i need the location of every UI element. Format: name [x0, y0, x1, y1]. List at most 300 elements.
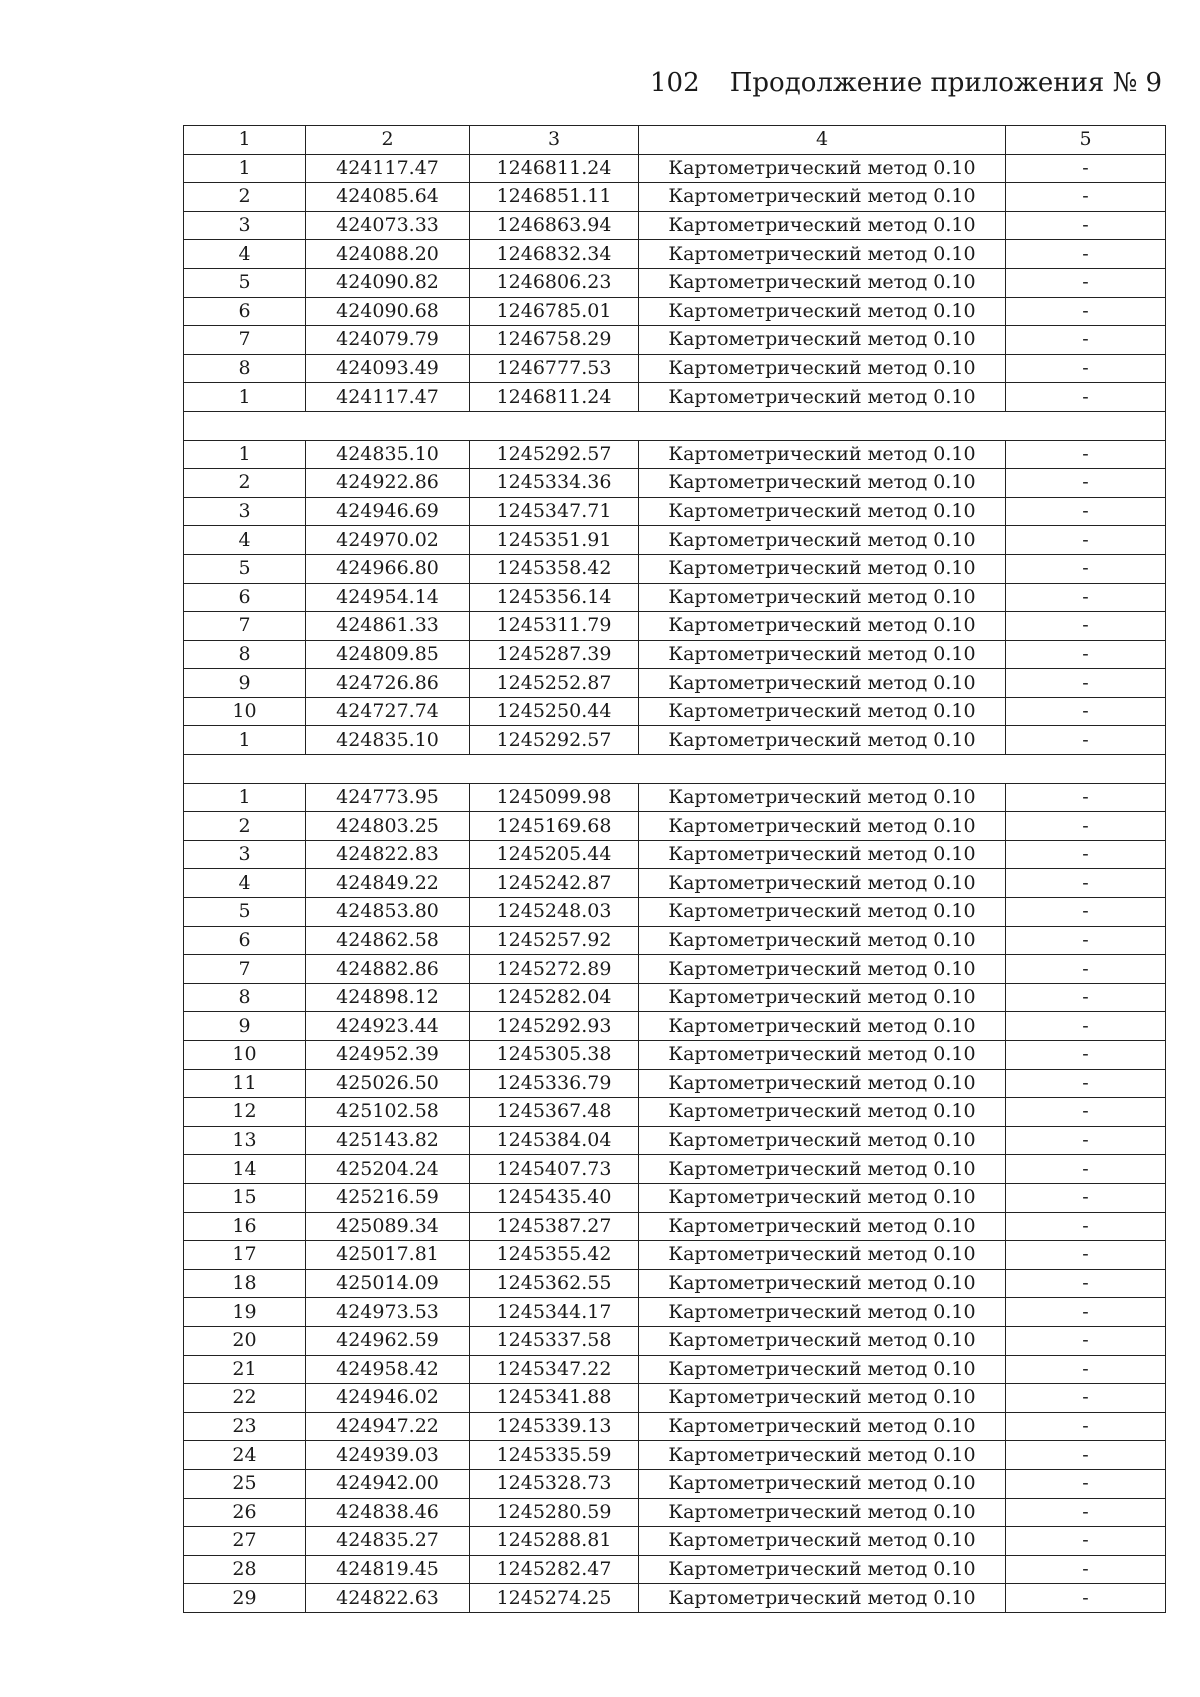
y-coordinate-cell: 1245205.44 — [470, 840, 639, 869]
method-cell: Картометрический метод 0.10 — [639, 1012, 1006, 1041]
point-number-cell: 17 — [184, 1241, 306, 1270]
x-coordinate-cell: 424882.86 — [306, 955, 470, 984]
method-cell: Картометрический метод 0.10 — [639, 297, 1006, 326]
note-cell: - — [1006, 612, 1166, 641]
point-number-cell: 28 — [184, 1555, 306, 1584]
table-row — [184, 1298, 1166, 1327]
x-coordinate-cell: 425026.50 — [306, 1069, 470, 1098]
table-row — [184, 297, 1166, 326]
point-number-cell: 10 — [184, 1041, 306, 1070]
note-cell: - — [1006, 583, 1166, 612]
y-coordinate-cell: 1246863.94 — [470, 211, 639, 240]
table-row — [184, 640, 1166, 669]
y-coordinate-cell: 1245355.42 — [470, 1241, 639, 1270]
x-coordinate-cell: 424973.53 — [306, 1298, 470, 1327]
y-coordinate-cell: 1245292.93 — [470, 1012, 639, 1041]
y-coordinate-cell: 1245242.87 — [470, 869, 639, 898]
y-coordinate-cell: 1245257.92 — [470, 926, 639, 955]
method-cell: Картометрический метод 0.10 — [639, 154, 1006, 183]
point-number-cell: 9 — [184, 1012, 306, 1041]
point-number-cell: 6 — [184, 297, 306, 326]
table-row — [184, 669, 1166, 698]
point-number-cell: 2 — [184, 469, 306, 498]
table-row — [184, 1326, 1166, 1355]
point-number-cell: 4 — [184, 869, 306, 898]
x-coordinate-cell: 425017.81 — [306, 1241, 470, 1270]
y-coordinate-cell: 1245387.27 — [470, 1212, 639, 1241]
table-row — [184, 1241, 1166, 1270]
x-coordinate-cell: 424773.95 — [306, 783, 470, 812]
y-coordinate-cell: 1245339.13 — [470, 1412, 639, 1441]
method-cell: Картометрический метод 0.10 — [639, 1241, 1006, 1270]
y-coordinate-cell: 1245311.79 — [470, 612, 639, 641]
note-cell: - — [1006, 211, 1166, 240]
point-number-cell: 11 — [184, 1069, 306, 1098]
y-coordinate-cell: 1245272.89 — [470, 955, 639, 984]
table-row — [184, 1498, 1166, 1527]
point-number-cell: 14 — [184, 1155, 306, 1184]
y-coordinate-cell: 1245288.81 — [470, 1527, 639, 1556]
y-coordinate-cell: 1245435.40 — [470, 1183, 639, 1212]
method-cell: Картометрический метод 0.10 — [639, 1384, 1006, 1413]
point-number-cell: 15 — [184, 1183, 306, 1212]
note-cell: - — [1006, 440, 1166, 469]
point-number-cell: 1 — [184, 726, 306, 755]
column-header: 1 — [184, 126, 306, 155]
y-coordinate-cell: 1245292.57 — [470, 726, 639, 755]
table-row — [184, 1069, 1166, 1098]
x-coordinate-cell: 424809.85 — [306, 640, 470, 669]
y-coordinate-cell: 1245347.71 — [470, 497, 639, 526]
table-row — [184, 1212, 1166, 1241]
x-coordinate-cell: 424923.44 — [306, 1012, 470, 1041]
y-coordinate-cell: 1245305.38 — [470, 1041, 639, 1070]
point-number-cell: 2 — [184, 812, 306, 841]
point-number-cell: 5 — [184, 898, 306, 927]
x-coordinate-cell: 424853.80 — [306, 898, 470, 927]
note-cell: - — [1006, 1012, 1166, 1041]
note-cell: - — [1006, 1555, 1166, 1584]
y-coordinate-cell: 1245362.55 — [470, 1269, 639, 1298]
table-row — [184, 812, 1166, 841]
page-header — [0, 68, 1200, 108]
note-cell: - — [1006, 497, 1166, 526]
y-coordinate-cell: 1245356.14 — [470, 583, 639, 612]
table-row — [184, 1126, 1166, 1155]
x-coordinate-cell: 424090.82 — [306, 268, 470, 297]
table-row — [184, 869, 1166, 898]
point-number-cell: 26 — [184, 1498, 306, 1527]
method-cell: Картометрический метод 0.10 — [639, 869, 1006, 898]
table-row — [184, 898, 1166, 927]
note-cell: - — [1006, 812, 1166, 841]
point-number-cell: 25 — [184, 1469, 306, 1498]
y-coordinate-cell: 1245292.57 — [470, 440, 639, 469]
x-coordinate-cell: 424835.10 — [306, 726, 470, 755]
y-coordinate-cell: 1245282.04 — [470, 983, 639, 1012]
point-number-cell: 1 — [184, 154, 306, 183]
method-cell: Картометрический метод 0.10 — [639, 1126, 1006, 1155]
table-row — [184, 326, 1166, 355]
note-cell: - — [1006, 1498, 1166, 1527]
note-cell: - — [1006, 1412, 1166, 1441]
point-number-cell: 7 — [184, 326, 306, 355]
y-coordinate-cell: 1245328.73 — [470, 1469, 639, 1498]
note-cell: - — [1006, 869, 1166, 898]
note-cell: - — [1006, 154, 1166, 183]
x-coordinate-cell: 424942.00 — [306, 1469, 470, 1498]
method-cell: Картометрический метод 0.10 — [639, 211, 1006, 240]
method-cell: Картометрический метод 0.10 — [639, 240, 1006, 269]
y-coordinate-cell: 1246811.24 — [470, 154, 639, 183]
table-row — [184, 1355, 1166, 1384]
x-coordinate-cell: 424822.83 — [306, 840, 470, 869]
table-row — [184, 268, 1166, 297]
note-cell: - — [1006, 1326, 1166, 1355]
method-cell: Картометрический метод 0.10 — [639, 1326, 1006, 1355]
note-cell: - — [1006, 1355, 1166, 1384]
note-cell: - — [1006, 1041, 1166, 1070]
method-cell: Картометрический метод 0.10 — [639, 1069, 1006, 1098]
group-separator-cell — [184, 411, 1166, 440]
point-number-cell: 21 — [184, 1355, 306, 1384]
note-cell: - — [1006, 983, 1166, 1012]
y-coordinate-cell: 1245274.25 — [470, 1584, 639, 1613]
table-row — [184, 1555, 1166, 1584]
point-number-cell: 16 — [184, 1212, 306, 1241]
table-header-row — [184, 126, 1166, 155]
note-cell: - — [1006, 697, 1166, 726]
point-number-cell: 6 — [184, 583, 306, 612]
table-row — [184, 840, 1166, 869]
note-cell: - — [1006, 840, 1166, 869]
note-cell: - — [1006, 726, 1166, 755]
x-coordinate-cell: 424726.86 — [306, 669, 470, 698]
x-coordinate-cell: 424079.79 — [306, 326, 470, 355]
x-coordinate-cell: 424922.86 — [306, 469, 470, 498]
point-number-cell: 27 — [184, 1527, 306, 1556]
note-cell: - — [1006, 526, 1166, 555]
table-row — [184, 497, 1166, 526]
x-coordinate-cell: 424117.47 — [306, 154, 470, 183]
x-coordinate-cell: 425089.34 — [306, 1212, 470, 1241]
table-row — [184, 1155, 1166, 1184]
note-cell: - — [1006, 955, 1166, 984]
table-row — [184, 612, 1166, 641]
y-coordinate-cell: 1246811.24 — [470, 383, 639, 412]
point-number-cell: 12 — [184, 1098, 306, 1127]
note-cell: - — [1006, 268, 1166, 297]
method-cell: Картометрический метод 0.10 — [639, 440, 1006, 469]
point-number-cell: 13 — [184, 1126, 306, 1155]
x-coordinate-cell: 424954.14 — [306, 583, 470, 612]
method-cell: Картометрический метод 0.10 — [639, 1155, 1006, 1184]
method-cell: Картометрический метод 0.10 — [639, 812, 1006, 841]
y-coordinate-cell: 1245336.79 — [470, 1069, 639, 1098]
table-row — [184, 1098, 1166, 1127]
point-number-cell: 3 — [184, 211, 306, 240]
point-number-cell: 29 — [184, 1584, 306, 1613]
y-coordinate-cell: 1245280.59 — [470, 1498, 639, 1527]
point-number-cell: 4 — [184, 526, 306, 555]
coordinates-table — [183, 125, 1166, 1613]
x-coordinate-cell: 424862.58 — [306, 926, 470, 955]
x-coordinate-cell: 424970.02 — [306, 526, 470, 555]
point-number-cell: 1 — [184, 383, 306, 412]
y-coordinate-cell: 1245248.03 — [470, 898, 639, 927]
note-cell: - — [1006, 469, 1166, 498]
method-cell: Картометрический метод 0.10 — [639, 469, 1006, 498]
table-row — [184, 240, 1166, 269]
method-cell: Картометрический метод 0.10 — [639, 783, 1006, 812]
x-coordinate-cell: 424819.45 — [306, 1555, 470, 1584]
x-coordinate-cell: 424822.63 — [306, 1584, 470, 1613]
table-row — [184, 440, 1166, 469]
appendix-title: Продолжение приложения № 9 — [729, 68, 1162, 98]
table-row — [184, 926, 1166, 955]
y-coordinate-cell: 1245358.42 — [470, 554, 639, 583]
x-coordinate-cell: 424962.59 — [306, 1326, 470, 1355]
note-cell: - — [1006, 240, 1166, 269]
y-coordinate-cell: 1246785.01 — [470, 297, 639, 326]
note-cell: - — [1006, 1241, 1166, 1270]
y-coordinate-cell: 1245335.59 — [470, 1441, 639, 1470]
x-coordinate-cell: 424946.02 — [306, 1384, 470, 1413]
method-cell: Картометрический метод 0.10 — [639, 326, 1006, 355]
y-coordinate-cell: 1246758.29 — [470, 326, 639, 355]
method-cell: Картометрический метод 0.10 — [639, 1527, 1006, 1556]
note-cell: - — [1006, 1126, 1166, 1155]
method-cell: Картометрический метод 0.10 — [639, 383, 1006, 412]
note-cell: - — [1006, 354, 1166, 383]
point-number-cell: 5 — [184, 554, 306, 583]
method-cell: Картометрический метод 0.10 — [639, 1355, 1006, 1384]
group-separator-cell — [184, 755, 1166, 784]
method-cell: Картометрический метод 0.10 — [639, 583, 1006, 612]
point-number-cell: 19 — [184, 1298, 306, 1327]
note-cell: - — [1006, 1183, 1166, 1212]
y-coordinate-cell: 1246806.23 — [470, 268, 639, 297]
y-coordinate-cell: 1245384.04 — [470, 1126, 639, 1155]
method-cell: Картометрический метод 0.10 — [639, 612, 1006, 641]
point-number-cell: 3 — [184, 840, 306, 869]
method-cell: Картометрический метод 0.10 — [639, 1441, 1006, 1470]
x-coordinate-cell: 424946.69 — [306, 497, 470, 526]
x-coordinate-cell: 424952.39 — [306, 1041, 470, 1070]
x-coordinate-cell: 424090.68 — [306, 297, 470, 326]
x-coordinate-cell: 424835.27 — [306, 1527, 470, 1556]
table-row — [184, 211, 1166, 240]
note-cell: - — [1006, 1069, 1166, 1098]
method-cell: Картометрический метод 0.10 — [639, 640, 1006, 669]
note-cell: - — [1006, 640, 1166, 669]
note-cell: - — [1006, 183, 1166, 212]
method-cell: Картометрический метод 0.10 — [639, 840, 1006, 869]
point-number-cell: 6 — [184, 926, 306, 955]
table-row — [184, 1012, 1166, 1041]
y-coordinate-cell: 1245407.73 — [470, 1155, 639, 1184]
x-coordinate-cell: 424085.64 — [306, 183, 470, 212]
x-coordinate-cell: 424838.46 — [306, 1498, 470, 1527]
note-cell: - — [1006, 1527, 1166, 1556]
group-separator-row — [184, 755, 1166, 784]
method-cell: Картометрический метод 0.10 — [639, 554, 1006, 583]
column-header: 2 — [306, 126, 470, 155]
y-coordinate-cell: 1246777.53 — [470, 354, 639, 383]
method-cell: Картометрический метод 0.10 — [639, 354, 1006, 383]
table-row — [184, 1384, 1166, 1413]
method-cell: Картометрический метод 0.10 — [639, 1584, 1006, 1613]
x-coordinate-cell: 425102.58 — [306, 1098, 470, 1127]
point-number-cell: 8 — [184, 354, 306, 383]
method-cell: Картометрический метод 0.10 — [639, 497, 1006, 526]
note-cell: - — [1006, 898, 1166, 927]
x-coordinate-cell: 425014.09 — [306, 1269, 470, 1298]
y-coordinate-cell: 1245252.87 — [470, 669, 639, 698]
x-coordinate-cell: 424803.25 — [306, 812, 470, 841]
note-cell: - — [1006, 326, 1166, 355]
table-row — [184, 726, 1166, 755]
y-coordinate-cell: 1245337.58 — [470, 1326, 639, 1355]
y-coordinate-cell: 1245250.44 — [470, 697, 639, 726]
note-cell: - — [1006, 554, 1166, 583]
y-coordinate-cell: 1246832.34 — [470, 240, 639, 269]
x-coordinate-cell: 424727.74 — [306, 697, 470, 726]
method-cell: Картометрический метод 0.10 — [639, 1498, 1006, 1527]
note-cell: - — [1006, 383, 1166, 412]
method-cell: Картометрический метод 0.10 — [639, 697, 1006, 726]
column-header: 5 — [1006, 126, 1166, 155]
table-row — [184, 354, 1166, 383]
point-number-cell: 10 — [184, 697, 306, 726]
table-row — [184, 554, 1166, 583]
table-row — [184, 583, 1166, 612]
method-cell: Картометрический метод 0.10 — [639, 1269, 1006, 1298]
x-coordinate-cell: 425143.82 — [306, 1126, 470, 1155]
x-coordinate-cell: 424088.20 — [306, 240, 470, 269]
table-row — [184, 1269, 1166, 1298]
method-cell: Картометрический метод 0.10 — [639, 183, 1006, 212]
note-cell: - — [1006, 669, 1166, 698]
x-coordinate-cell: 425216.59 — [306, 1183, 470, 1212]
y-coordinate-cell: 1246851.11 — [470, 183, 639, 212]
point-number-cell: 3 — [184, 497, 306, 526]
method-cell: Картометрический метод 0.10 — [639, 1212, 1006, 1241]
point-number-cell: 5 — [184, 268, 306, 297]
group-separator-row — [184, 411, 1166, 440]
note-cell: - — [1006, 1584, 1166, 1613]
point-number-cell: 18 — [184, 1269, 306, 1298]
table-row — [184, 1527, 1166, 1556]
y-coordinate-cell: 1245351.91 — [470, 526, 639, 555]
y-coordinate-cell: 1245347.22 — [470, 1355, 639, 1384]
table-row — [184, 1041, 1166, 1070]
y-coordinate-cell: 1245287.39 — [470, 640, 639, 669]
table-row — [184, 783, 1166, 812]
table-row — [184, 1469, 1166, 1498]
method-cell: Картометрический метод 0.10 — [639, 983, 1006, 1012]
note-cell: - — [1006, 783, 1166, 812]
table-row — [184, 183, 1166, 212]
point-number-cell: 2 — [184, 183, 306, 212]
table-row — [184, 1441, 1166, 1470]
method-cell: Картометрический метод 0.10 — [639, 526, 1006, 555]
point-number-cell: 23 — [184, 1412, 306, 1441]
method-cell: Картометрический метод 0.10 — [639, 1469, 1006, 1498]
point-number-cell: 1 — [184, 440, 306, 469]
note-cell: - — [1006, 1441, 1166, 1470]
method-cell: Картометрический метод 0.10 — [639, 955, 1006, 984]
point-number-cell: 22 — [184, 1384, 306, 1413]
point-number-cell: 1 — [184, 783, 306, 812]
y-coordinate-cell: 1245169.68 — [470, 812, 639, 841]
method-cell: Картометрический метод 0.10 — [639, 669, 1006, 698]
y-coordinate-cell: 1245344.17 — [470, 1298, 639, 1327]
point-number-cell: 9 — [184, 669, 306, 698]
page-number: 102 — [650, 68, 700, 98]
note-cell: - — [1006, 926, 1166, 955]
method-cell: Картометрический метод 0.10 — [639, 1041, 1006, 1070]
point-number-cell: 7 — [184, 955, 306, 984]
point-number-cell: 8 — [184, 640, 306, 669]
coordinates-table-body — [184, 126, 1166, 1613]
x-coordinate-cell: 424898.12 — [306, 983, 470, 1012]
table-row — [184, 955, 1166, 984]
table-row — [184, 1584, 1166, 1613]
method-cell: Картометрический метод 0.10 — [639, 1183, 1006, 1212]
x-coordinate-cell: 424073.33 — [306, 211, 470, 240]
x-coordinate-cell: 424849.22 — [306, 869, 470, 898]
point-number-cell: 7 — [184, 612, 306, 641]
x-coordinate-cell: 424835.10 — [306, 440, 470, 469]
method-cell: Картометрический метод 0.10 — [639, 1298, 1006, 1327]
point-number-cell: 4 — [184, 240, 306, 269]
method-cell: Картометрический метод 0.10 — [639, 1412, 1006, 1441]
method-cell: Картометрический метод 0.10 — [639, 726, 1006, 755]
method-cell: Картометрический метод 0.10 — [639, 926, 1006, 955]
x-coordinate-cell: 424117.47 — [306, 383, 470, 412]
table-row — [184, 697, 1166, 726]
x-coordinate-cell: 424939.03 — [306, 1441, 470, 1470]
note-cell: - — [1006, 1098, 1166, 1127]
y-coordinate-cell: 1245341.88 — [470, 1384, 639, 1413]
y-coordinate-cell: 1245099.98 — [470, 783, 639, 812]
method-cell: Картометрический метод 0.10 — [639, 268, 1006, 297]
y-coordinate-cell: 1245334.36 — [470, 469, 639, 498]
table-row — [184, 469, 1166, 498]
table-row — [184, 383, 1166, 412]
x-coordinate-cell: 424861.33 — [306, 612, 470, 641]
note-cell: - — [1006, 1269, 1166, 1298]
note-cell: - — [1006, 1384, 1166, 1413]
note-cell: - — [1006, 1155, 1166, 1184]
x-coordinate-cell: 425204.24 — [306, 1155, 470, 1184]
table-row — [184, 154, 1166, 183]
note-cell: - — [1006, 297, 1166, 326]
point-number-cell: 24 — [184, 1441, 306, 1470]
point-number-cell: 8 — [184, 983, 306, 1012]
table-row — [184, 983, 1166, 1012]
method-cell: Картометрический метод 0.10 — [639, 898, 1006, 927]
y-coordinate-cell: 1245282.47 — [470, 1555, 639, 1584]
column-header: 3 — [470, 126, 639, 155]
x-coordinate-cell: 424093.49 — [306, 354, 470, 383]
table-row — [184, 1412, 1166, 1441]
table-row — [184, 1183, 1166, 1212]
method-cell: Картометрический метод 0.10 — [639, 1098, 1006, 1127]
column-header: 4 — [639, 126, 1006, 155]
x-coordinate-cell: 424947.22 — [306, 1412, 470, 1441]
